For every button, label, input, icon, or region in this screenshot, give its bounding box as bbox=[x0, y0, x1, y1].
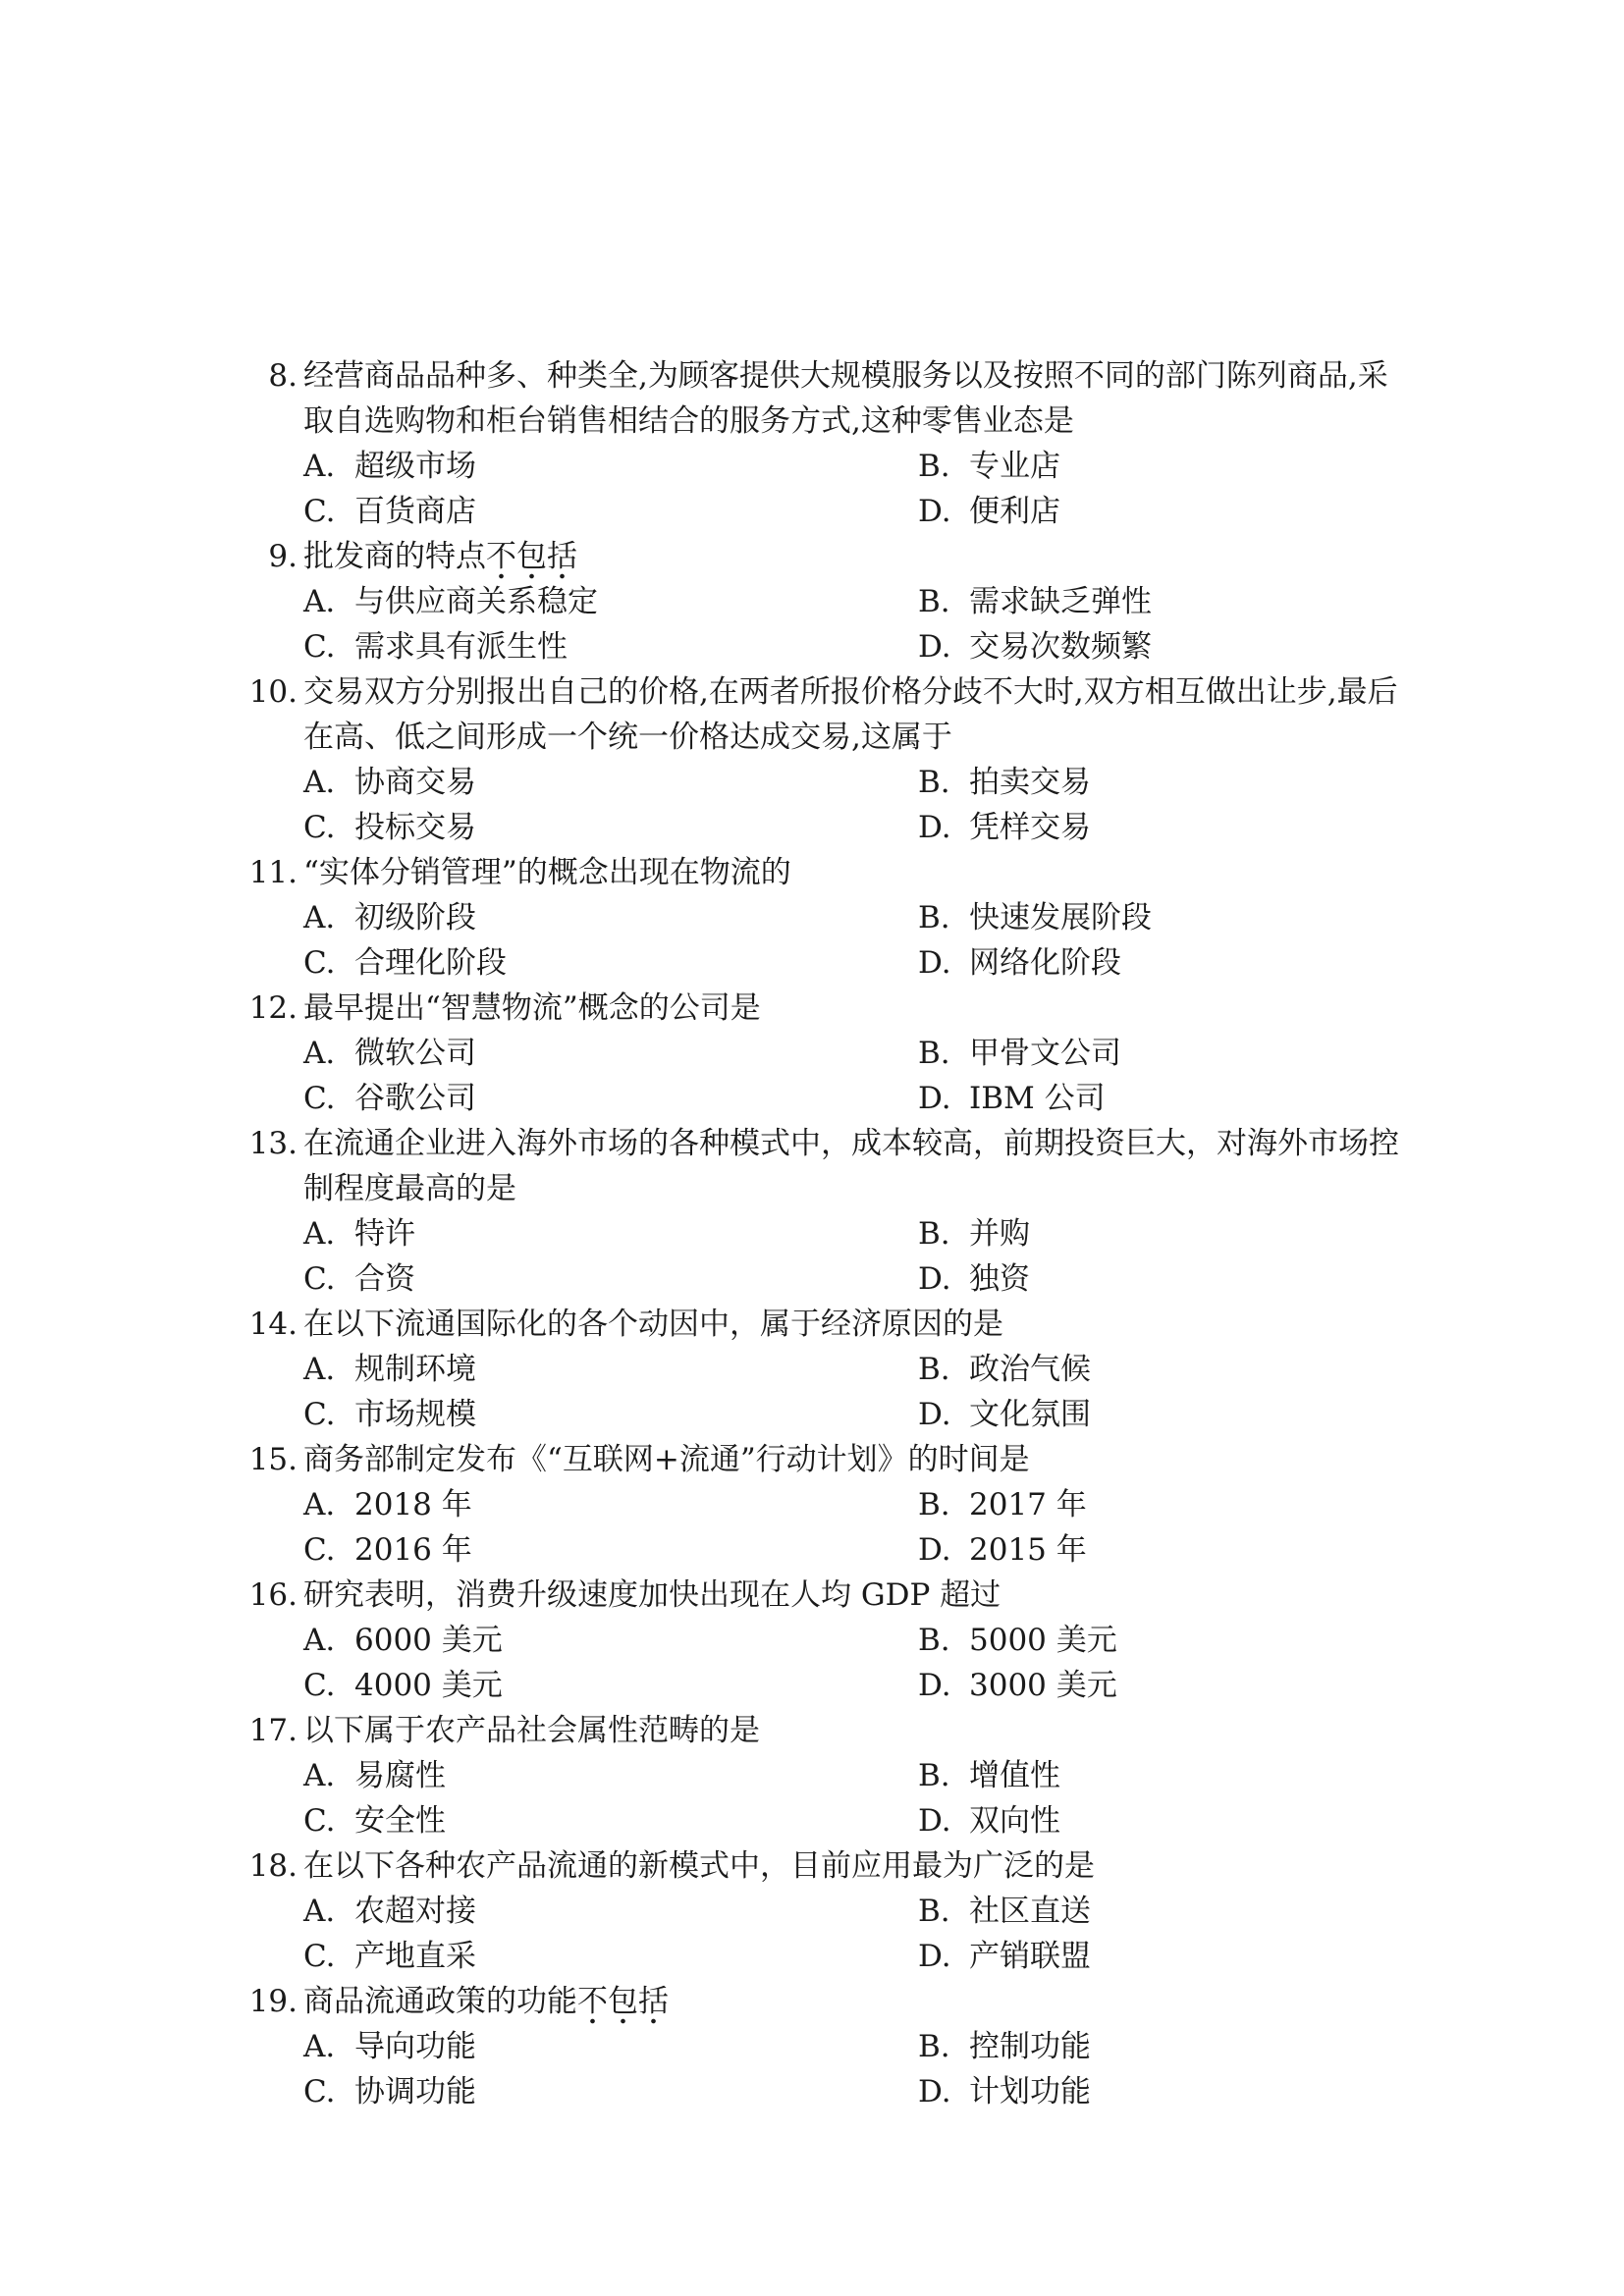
option-c bbox=[303, 1798, 446, 1843]
option-b bbox=[918, 1618, 1117, 1663]
question-number: 9. bbox=[268, 539, 298, 574]
options-row bbox=[241, 1031, 1414, 1076]
options-row bbox=[241, 940, 1414, 986]
option-text: 增值性 bbox=[969, 1758, 1060, 1793]
options-row bbox=[241, 1618, 1414, 1663]
question-11 bbox=[241, 850, 1414, 986]
option-a bbox=[303, 444, 476, 489]
option-text: 投标交易 bbox=[354, 810, 476, 845]
question-stem-text: 研究表明，消费升级速度加快出现在人均 GDP 超过 bbox=[303, 1577, 1001, 1613]
option-text: 并购 bbox=[969, 1216, 1030, 1252]
option-text: 5000 美元 bbox=[969, 1623, 1117, 1658]
option-letter: A. bbox=[303, 449, 336, 484]
option-letter: C. bbox=[303, 1532, 336, 1568]
question-19 bbox=[241, 1979, 1414, 2114]
options-row bbox=[241, 624, 1414, 669]
option-d bbox=[918, 1256, 1030, 1302]
option-letter: A. bbox=[303, 1036, 336, 1071]
question-stem-text: 交易双方分别报出自己的价格,在两者所报价格分歧不大时,双方相互做出让步,最后 bbox=[303, 674, 1398, 710]
question-stem bbox=[241, 534, 1414, 579]
option-letter: B. bbox=[918, 1352, 950, 1387]
question-stem-continuation: 取自选购物和柜台销售相结合的服务方式,这种零售业态是 bbox=[303, 403, 1074, 439]
option-text: 甲骨文公司 bbox=[969, 1036, 1121, 1071]
option-a bbox=[303, 1211, 415, 1256]
question-stem-text: 在流通企业进入海外市场的各种模式中，成本较高，前期投资巨大，对海外市场控 bbox=[303, 1126, 1399, 1161]
option-letter: B. bbox=[918, 1894, 950, 1929]
question-stem bbox=[241, 1843, 1414, 1889]
option-text: 合资 bbox=[354, 1261, 415, 1297]
option-letter: D. bbox=[918, 494, 951, 529]
question-stem-continuation: 在高、低之间形成一个统一价格达成交易,这属于 bbox=[303, 720, 952, 755]
option-letter: D. bbox=[918, 1397, 951, 1432]
option-c bbox=[303, 1934, 476, 1979]
option-a bbox=[303, 1889, 476, 1934]
question-stem bbox=[241, 1302, 1414, 1347]
option-text: 合理化阶段 bbox=[354, 945, 507, 981]
question-number: 10. bbox=[248, 674, 298, 710]
option-text: 易腐性 bbox=[354, 1758, 446, 1793]
option-letter: D. bbox=[918, 2074, 951, 2109]
option-text: 2018 年 bbox=[354, 1487, 472, 1522]
question-17 bbox=[241, 1708, 1414, 1843]
question-stem-text: “实体分销管理”的概念出现在物流的 bbox=[303, 855, 791, 890]
option-text: 需求缺乏弹性 bbox=[969, 584, 1152, 619]
question-stem-text: 在以下各种农产品流通的新模式中，目前应用最为广泛的是 bbox=[303, 1848, 1095, 1884]
options-row bbox=[241, 1076, 1414, 1121]
option-letter: B. bbox=[918, 900, 950, 935]
option-letter: B. bbox=[918, 1758, 950, 1793]
option-text: 导向功能 bbox=[354, 2029, 476, 2064]
option-b bbox=[918, 1482, 1087, 1527]
options-row bbox=[241, 444, 1414, 489]
option-d bbox=[918, 489, 1060, 534]
options-row bbox=[241, 1482, 1414, 1527]
option-text: 计划功能 bbox=[969, 2074, 1091, 2109]
option-letter: B. bbox=[918, 1487, 950, 1522]
option-c bbox=[303, 624, 568, 669]
option-text: 与供应商关系稳定 bbox=[354, 584, 598, 619]
question-number: 13. bbox=[248, 1126, 298, 1161]
option-text: 4000 美元 bbox=[354, 1668, 503, 1703]
option-text: 政治气候 bbox=[969, 1352, 1091, 1387]
options-row bbox=[241, 2069, 1414, 2114]
option-text: 2016 年 bbox=[354, 1532, 472, 1568]
question-13 bbox=[241, 1121, 1414, 1302]
question-stem bbox=[241, 1979, 1414, 2024]
question-10 bbox=[241, 669, 1414, 850]
option-c bbox=[303, 1256, 415, 1302]
option-letter: C. bbox=[303, 629, 336, 665]
option-letter: B. bbox=[918, 2029, 950, 2064]
option-letter: A. bbox=[303, 765, 336, 800]
option-letter: A. bbox=[303, 900, 336, 935]
question-stem bbox=[241, 353, 1414, 399]
question-number: 14. bbox=[248, 1307, 298, 1342]
option-text: 规制环境 bbox=[354, 1352, 476, 1387]
question-list bbox=[241, 353, 1414, 2114]
question-stem bbox=[241, 669, 1414, 715]
option-letter: A. bbox=[303, 584, 336, 619]
option-text: 市场规模 bbox=[354, 1397, 476, 1432]
question-stem bbox=[241, 1121, 1414, 1166]
question-14 bbox=[241, 1302, 1414, 1437]
question-stem bbox=[241, 1437, 1414, 1482]
option-d bbox=[918, 2069, 1091, 2114]
option-letter: C. bbox=[303, 1939, 336, 1974]
question-18 bbox=[241, 1843, 1414, 1979]
option-d bbox=[918, 1392, 1091, 1437]
option-letter: A. bbox=[303, 1216, 336, 1252]
option-text: 初级阶段 bbox=[354, 900, 476, 935]
option-a bbox=[303, 760, 476, 805]
option-c bbox=[303, 489, 476, 534]
option-a bbox=[303, 1618, 503, 1663]
option-letter: C. bbox=[303, 1261, 336, 1297]
options-row bbox=[241, 1347, 1414, 1392]
question-stem-text: 在以下流通国际化的各个动因中，属于经济原因的是 bbox=[303, 1307, 1003, 1342]
option-a bbox=[303, 895, 476, 940]
question-stem-text: 以下属于农产品社会属性范畴的是 bbox=[303, 1713, 760, 1748]
option-c bbox=[303, 1663, 503, 1708]
question-stem-continuation: 制程度最高的是 bbox=[303, 1171, 516, 1206]
question-number: 19. bbox=[248, 1984, 298, 2019]
option-text: 谷歌公司 bbox=[354, 1081, 476, 1116]
option-text: 超级市场 bbox=[354, 449, 476, 484]
option-b bbox=[918, 895, 1152, 940]
option-c bbox=[303, 940, 507, 986]
options-row bbox=[241, 1663, 1414, 1708]
option-c bbox=[303, 1392, 476, 1437]
option-letter: A. bbox=[303, 1623, 336, 1658]
option-c bbox=[303, 2069, 476, 2114]
option-text: 6000 美元 bbox=[354, 1623, 503, 1658]
option-letter: D. bbox=[918, 1803, 951, 1839]
option-text: 特许 bbox=[354, 1216, 415, 1252]
option-letter: C. bbox=[303, 1668, 336, 1703]
option-letter: D. bbox=[918, 1081, 951, 1116]
option-text: 网络化阶段 bbox=[969, 945, 1121, 981]
option-text: 协商交易 bbox=[354, 765, 476, 800]
option-a bbox=[303, 1753, 446, 1798]
question-number: 15. bbox=[248, 1442, 298, 1477]
option-letter: A. bbox=[303, 1487, 336, 1522]
option-letter: D. bbox=[918, 1261, 951, 1297]
options-row bbox=[241, 1753, 1414, 1798]
question-number: 18. bbox=[248, 1848, 298, 1884]
option-text: 安全性 bbox=[354, 1803, 446, 1839]
question-stem bbox=[241, 850, 1414, 895]
options-row bbox=[241, 579, 1414, 624]
question-stem bbox=[241, 1708, 1414, 1753]
option-letter: D. bbox=[918, 1532, 951, 1568]
question-8 bbox=[241, 353, 1414, 534]
option-a bbox=[303, 1031, 476, 1076]
option-text: 百货商店 bbox=[354, 494, 476, 529]
option-letter: C. bbox=[303, 1397, 336, 1432]
option-a bbox=[303, 1482, 472, 1527]
option-letter: D. bbox=[918, 629, 951, 665]
option-letter: C. bbox=[303, 2074, 336, 2109]
options-row bbox=[241, 895, 1414, 940]
option-letter: C. bbox=[303, 1803, 336, 1839]
option-c bbox=[303, 1076, 476, 1121]
option-a bbox=[303, 2024, 476, 2069]
option-d bbox=[918, 1798, 1060, 1843]
option-b bbox=[918, 1347, 1091, 1392]
option-text: 交易次数频繁 bbox=[969, 629, 1152, 665]
question-stem-text: 商品流通政策的功能 bbox=[303, 1984, 577, 2019]
option-letter: D. bbox=[918, 810, 951, 845]
option-b bbox=[918, 760, 1091, 805]
options-row bbox=[241, 2024, 1414, 2069]
question-number: 17. bbox=[248, 1713, 298, 1748]
option-d bbox=[918, 940, 1121, 986]
option-text: 需求具有派生性 bbox=[354, 629, 568, 665]
option-text: 双向性 bbox=[969, 1803, 1060, 1839]
question-number: 11. bbox=[248, 855, 298, 890]
option-text: 独资 bbox=[969, 1261, 1030, 1297]
options-row bbox=[241, 1798, 1414, 1843]
option-b bbox=[918, 1031, 1121, 1076]
option-letter: C. bbox=[303, 1081, 336, 1116]
option-c bbox=[303, 805, 476, 850]
option-letter: A. bbox=[303, 2029, 336, 2064]
option-letter: D. bbox=[918, 1939, 951, 1974]
option-text: 快速发展阶段 bbox=[969, 900, 1152, 935]
option-letter: A. bbox=[303, 1352, 336, 1387]
option-d bbox=[918, 1663, 1117, 1708]
question-stem-text: 最早提出“智慧物流”概念的公司是 bbox=[303, 990, 761, 1026]
question-stem-text: 商务部制定发布《“互联网+流通”行动计划》的时间是 bbox=[303, 1442, 1030, 1477]
options-row bbox=[241, 1934, 1414, 1979]
option-text: 产地直采 bbox=[354, 1939, 476, 1974]
question-stem bbox=[241, 1573, 1414, 1618]
option-text: 控制功能 bbox=[969, 2029, 1091, 2064]
emphasis-text: 不包括 bbox=[486, 539, 577, 580]
option-text: IBM 公司 bbox=[969, 1081, 1106, 1116]
option-b bbox=[918, 579, 1152, 624]
question-stem-text: 经营商品品种多、种类全,为顾客提供大规模服务以及按照不同的部门陈列商品,采 bbox=[303, 358, 1388, 394]
options-row bbox=[241, 1392, 1414, 1437]
option-letter: C. bbox=[303, 945, 336, 981]
options-row bbox=[241, 1256, 1414, 1302]
option-letter: D. bbox=[918, 945, 951, 981]
options-row bbox=[241, 760, 1414, 805]
question-16 bbox=[241, 1573, 1414, 1708]
option-text: 农超对接 bbox=[354, 1894, 476, 1929]
option-d bbox=[918, 624, 1152, 669]
option-d bbox=[918, 1076, 1106, 1121]
option-text: 拍卖交易 bbox=[969, 765, 1091, 800]
option-text: 便利店 bbox=[969, 494, 1060, 529]
option-letter: B. bbox=[918, 1216, 950, 1252]
question-12 bbox=[241, 986, 1414, 1121]
option-letter: C. bbox=[303, 810, 336, 845]
option-letter: D. bbox=[918, 1668, 951, 1703]
option-letter: B. bbox=[918, 449, 950, 484]
option-letter: B. bbox=[918, 765, 950, 800]
options-row bbox=[241, 1527, 1414, 1573]
option-letter: B. bbox=[918, 1623, 950, 1658]
question-stem bbox=[241, 986, 1414, 1031]
option-a bbox=[303, 1347, 476, 1392]
option-d bbox=[918, 1934, 1091, 1979]
option-text: 2015 年 bbox=[969, 1532, 1087, 1568]
option-text: 产销联盟 bbox=[969, 1939, 1091, 1974]
option-letter: C. bbox=[303, 494, 336, 529]
option-b bbox=[918, 1753, 1060, 1798]
question-number: 8. bbox=[268, 358, 298, 394]
option-a bbox=[303, 579, 598, 624]
option-d bbox=[918, 1527, 1087, 1573]
options-row bbox=[241, 1211, 1414, 1256]
option-letter: A. bbox=[303, 1894, 336, 1929]
question-number: 16. bbox=[248, 1577, 298, 1613]
options-row bbox=[241, 489, 1414, 534]
option-text: 凭样交易 bbox=[969, 810, 1091, 845]
option-text: 文化氛围 bbox=[969, 1397, 1091, 1432]
question-15 bbox=[241, 1437, 1414, 1573]
option-letter: A. bbox=[303, 1758, 336, 1793]
option-text: 社区直送 bbox=[969, 1894, 1091, 1929]
option-text: 专业店 bbox=[969, 449, 1060, 484]
question-stem-text: 批发商的特点 bbox=[303, 539, 486, 574]
option-c bbox=[303, 1527, 472, 1573]
option-b bbox=[918, 1889, 1091, 1934]
option-text: 3000 美元 bbox=[969, 1668, 1117, 1703]
question-9 bbox=[241, 534, 1414, 669]
option-b bbox=[918, 444, 1060, 489]
option-b bbox=[918, 2024, 1091, 2069]
option-letter: B. bbox=[918, 1036, 950, 1071]
option-letter: B. bbox=[918, 584, 950, 619]
option-text: 协调功能 bbox=[354, 2074, 476, 2109]
option-d bbox=[918, 805, 1091, 850]
question-number: 12. bbox=[248, 990, 298, 1026]
option-b bbox=[918, 1211, 1030, 1256]
emphasis-text: 不包括 bbox=[577, 1984, 669, 2025]
option-text: 微软公司 bbox=[354, 1036, 476, 1071]
options-row bbox=[241, 805, 1414, 850]
option-text: 2017 年 bbox=[969, 1487, 1087, 1522]
options-row bbox=[241, 1889, 1414, 1934]
